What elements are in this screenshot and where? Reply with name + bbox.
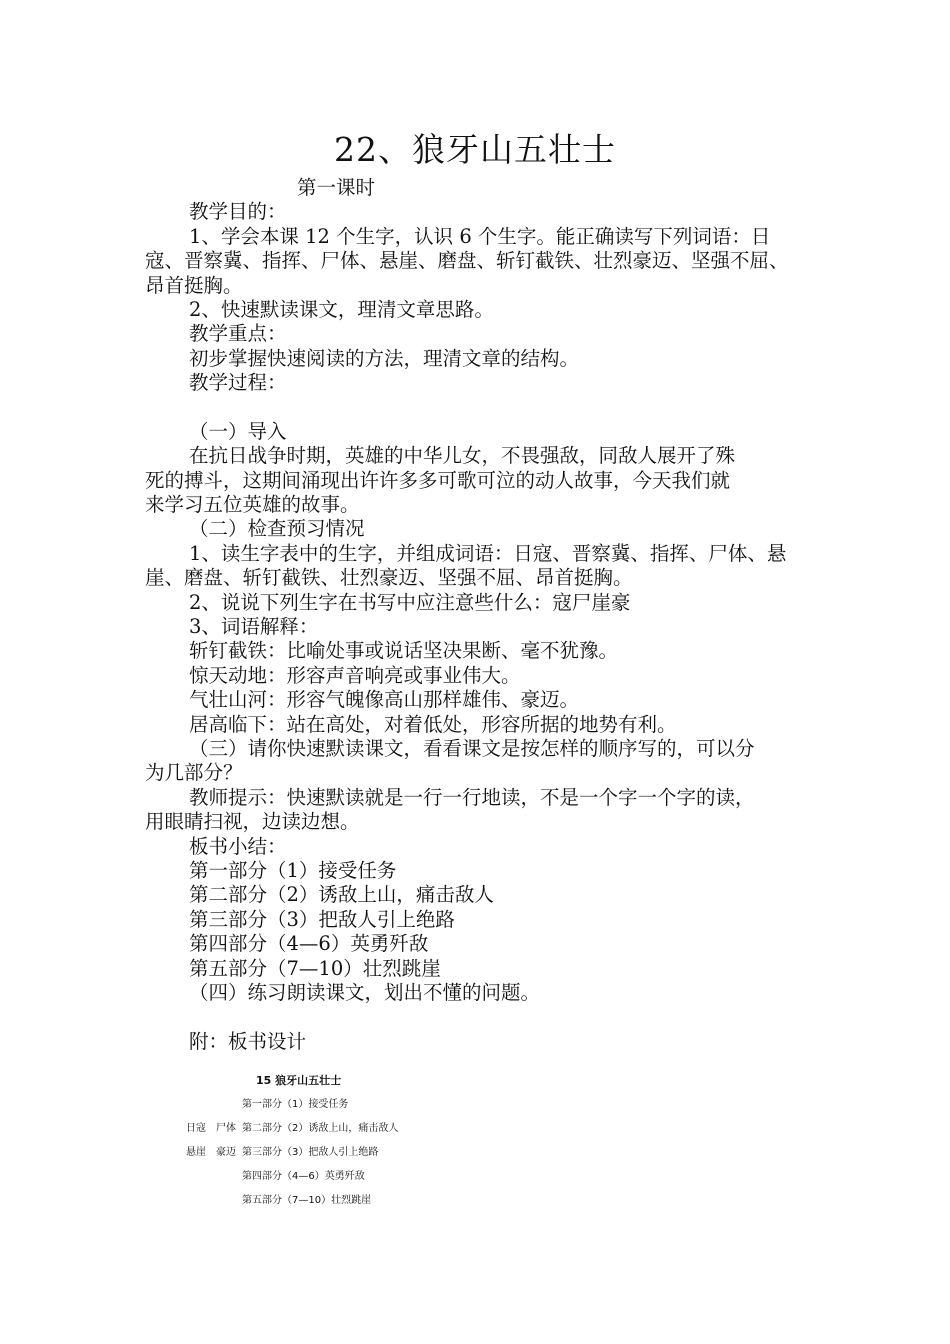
section-heading: （四）练习朗读课文，划出不懂的问题。 <box>189 980 541 1004</box>
board-words: 日寇 尸体 <box>186 1123 236 1134</box>
text-line: 第一部分（1）接受任务 <box>189 858 397 882</box>
lesson-subtitle: 第一课时 <box>297 176 376 199</box>
board-part: 第五部分（7—10）壮烈跳崖 <box>242 1195 372 1206</box>
text-line: 第四部分（4—6）英勇歼敌 <box>189 932 429 956</box>
board-words: 悬崖 豪迈 <box>186 1147 236 1158</box>
board-title: 15 狼牙山五壮士 <box>256 1074 342 1087</box>
board-part: 第一部分（1）接受任务 <box>242 1099 349 1110</box>
text-line: 为几部分？ <box>145 761 243 785</box>
board-design-figure <box>186 1072 399 1217</box>
section-heading: （三）请你快速默读课文，看看课文是按怎样的顺序写的，可以分 <box>189 736 755 760</box>
text-line: 气壮山河：形容气魄像高山那样雄伟、豪迈。 <box>189 688 580 712</box>
document-body <box>145 176 825 1054</box>
section-heading: （一）导入 <box>189 419 287 443</box>
text-line: 1、读生字表中的生字，并组成词语：日寇、晋察冀、指挥、尸体、悬 <box>189 541 787 565</box>
text-line: 寇、晋察冀、指挥、尸体、悬崖、磨盘、斩钉截铁、壮烈豪迈、坚强不屈、 <box>145 249 789 273</box>
text-line: 昂首挺胸。 <box>145 273 243 297</box>
text-line: 教学目的： <box>189 200 287 224</box>
text-line: 初步掌握快速阅读的方法，理清文章的结构。 <box>189 346 580 370</box>
text-line: 斩钉截铁：比喻处事或说话坚决果断、毫不犹豫。 <box>189 639 619 663</box>
text-line: 居高临下：站在高处，对着低处，形容所据的地势有利。 <box>189 712 677 736</box>
text-line: 崖、磨盘、斩钉截铁、壮烈豪迈、坚强不屈、昂首挺胸。 <box>145 566 633 590</box>
text-line: 2、快速默读课文，理清文章思路。 <box>189 297 494 321</box>
text-line: 板书小结： <box>189 834 287 858</box>
board-part: 第二部分（2）诱敌上山，痛击敌人 <box>242 1123 399 1134</box>
text-line: 来学习五位英雄的故事。 <box>145 493 360 517</box>
text-line: 1、学会本课 12 个生字，认识 6 个生字。能正确读写下列词语：日 <box>189 224 771 248</box>
text-line: 第五部分（7—10）壮烈跳崖 <box>189 956 441 980</box>
text-line: 教师提示：快速默读就是一行一行地读，不是一个字一个字的读， <box>189 785 755 809</box>
text-line: 2、说说下列生字在书写中应注意些什么：寇尸崖豪 <box>189 590 631 614</box>
section-heading: （二）检查预习情况 <box>189 517 365 541</box>
page-title: 22、狼牙山五壮士 <box>334 130 616 169</box>
text-line: 死的搏斗，这期间涌现出许许多多可歌可泣的动人故事，今天我们就 <box>145 468 731 492</box>
text-line: 第三部分（3）把敌人引上绝路 <box>189 907 455 931</box>
text-line: 教学过程： <box>189 371 287 395</box>
board-part: 第三部分（3）把敌人引上绝路 <box>242 1147 379 1158</box>
text-line: 第二部分（2）诱敌上山，痛击敌人 <box>189 883 494 907</box>
text-line: 3、词语解释： <box>189 615 319 639</box>
text-line: 惊天动地：形容声音响亮或事业伟大。 <box>189 663 521 687</box>
text-line: 教学重点： <box>189 322 287 346</box>
blank-line <box>145 396 825 420</box>
text-line: 在抗日战争时期，英雄的中华儿女，不畏强敌，同敌人展开了殊 <box>189 444 736 468</box>
text-line: 用眼睛扫视，边读边想。 <box>145 810 360 834</box>
text-line: 附：板书设计 <box>189 1029 307 1053</box>
blank-line <box>145 1005 825 1029</box>
board-part: 第四部分（4—6）英勇歼敌 <box>242 1171 365 1182</box>
